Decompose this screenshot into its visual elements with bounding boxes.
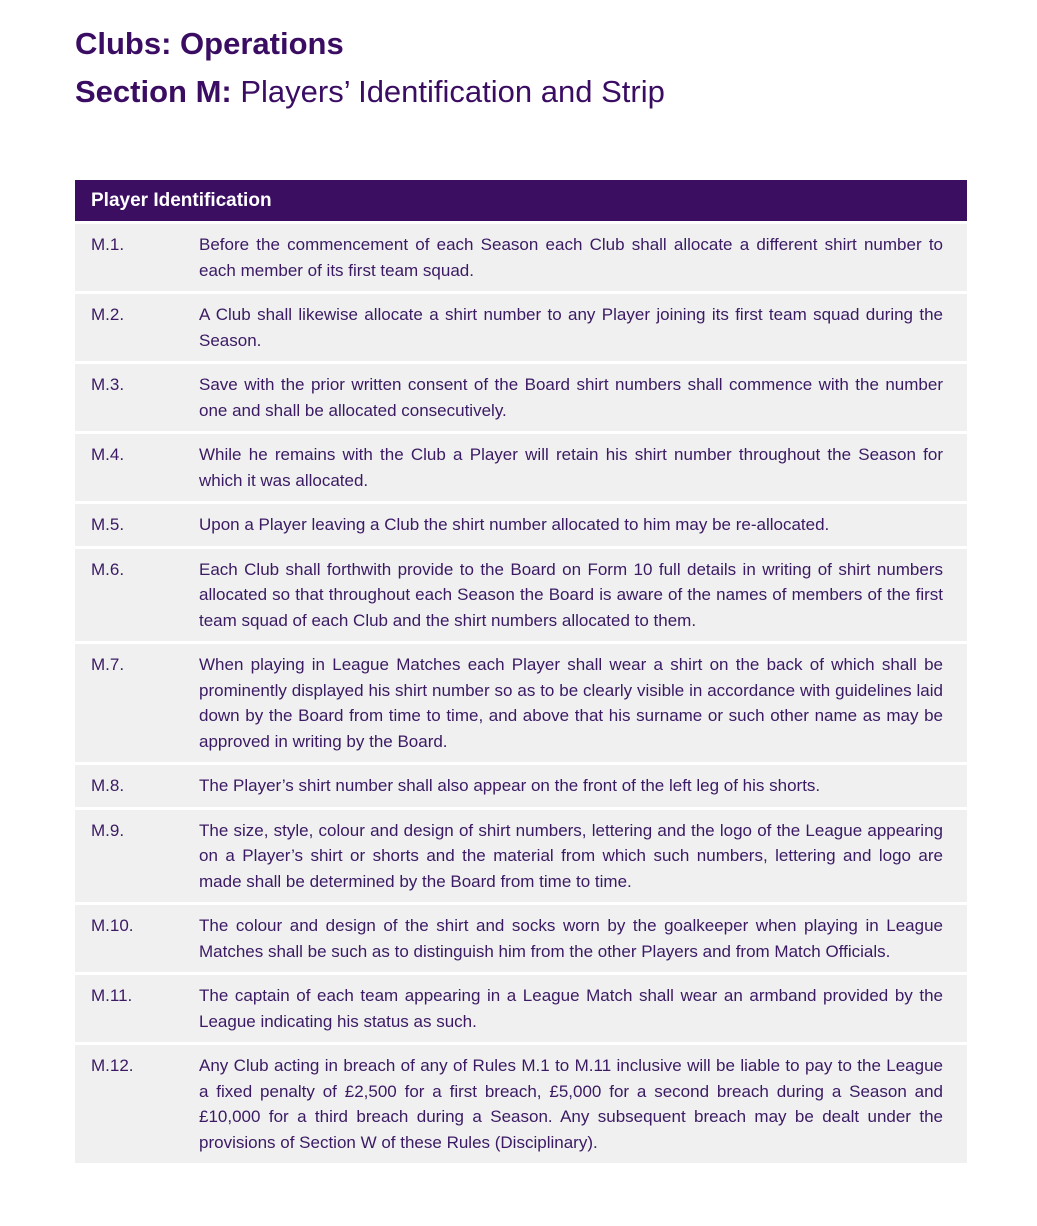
rule-row [75, 291, 967, 361]
rule-number: M.5. [91, 515, 125, 534]
rule-number: M.2. [91, 305, 125, 324]
section-heading [75, 71, 665, 113]
rule-text: When playing in League Matches each Player shall wear a shirt on the back of which shall be prominently displayed his shirt number so as to be clearly visible in accordance with guidelines laid down by the Board from time to time, and above that his surname or such other name as may be approved in writing by the Board. [199, 655, 943, 751]
rule-row [75, 762, 967, 807]
rule-text: While he remains with the Club a Player will retain his shirt number throughout the Season for which it was allocated. [199, 445, 943, 490]
rule-text: Upon a Player leaving a Club the shirt number allocated to him may be re-allocated. [199, 515, 830, 534]
rule-text: The Player’s shirt number shall also appear on the front of the left leg of his shorts. [199, 776, 821, 795]
section-title: Players’ Identification and Strip [240, 74, 665, 109]
rule-row [75, 1042, 967, 1163]
rule-number: M.9. [91, 820, 125, 840]
rule-number: M.7. [91, 655, 125, 674]
rule-number: M.3. [91, 375, 125, 394]
rule-number: M.10. [91, 916, 134, 935]
rule-text: The size, style, colour and design of shirt numbers, lettering and the logo of the League appearing on a Player’s shirt or shorts and the material from which such numbers, lettering and logo are made shall be determined by the Board from time to time. [199, 820, 943, 891]
rule-number: M.6. [91, 559, 125, 579]
rule-row [75, 431, 967, 501]
rule-row [75, 641, 967, 762]
rule-text: Save with the prior written consent of the Board shirt numbers shall commence with the number one and shall be allocated consecutively. [199, 375, 943, 420]
rule-text: A Club shall likewise allocate a shirt number to any Player joining its first team squad during the Season. [199, 305, 943, 350]
rule-number: M.11. [91, 986, 133, 1005]
rule-number: M.8. [91, 776, 125, 795]
rule-text: The captain of each team appearing in a League Match shall wear an armband provided by the League indicating his status as such. [199, 986, 943, 1031]
rule-row [75, 501, 967, 546]
rules-table [75, 180, 967, 1163]
rule-number: M.12. [91, 1056, 134, 1075]
rule-row [75, 221, 967, 291]
rule-row [75, 361, 967, 431]
section-prefix: Section M: [75, 74, 232, 109]
rule-text: Before the commencement of each Season each Club shall allocate a different shirt number to each member of its first team squad. [199, 235, 943, 280]
rule-row [75, 546, 967, 642]
rule-row [75, 972, 967, 1042]
rule-number: M.4. [91, 445, 125, 464]
table-heading: Player Identification [75, 180, 967, 221]
rule-text: The colour and design of the shirt and socks worn by the goalkeeper when playing in League Matches shall be such as to distinguish him from the other Players and from Match Officials. [199, 916, 943, 961]
rule-row [75, 807, 967, 903]
rule-text: Any Club acting in breach of any of Rules M.1 to M.11 inclusive will be liable to pay to the League a fixed penalty of £2,500 for a first breach, £5,000 for a second breach during a Season and £10,000 for a third breach during a Season. Any subsequent breach may be dealt under the provisions of Section W of these Rules (Disciplinary). [199, 1056, 943, 1152]
rule-row [75, 902, 967, 972]
rule-number: M.1. [91, 235, 125, 254]
document-heading: Clubs: Operations [75, 26, 344, 61]
rule-text: Each Club shall forthwith provide to the Board on Form 10 full details in writing of shirt numbers allocated so that throughout each Season the Board is aware of the names of members of the first team squad of each Club and the shirt numbers allocated to them. [199, 559, 943, 630]
